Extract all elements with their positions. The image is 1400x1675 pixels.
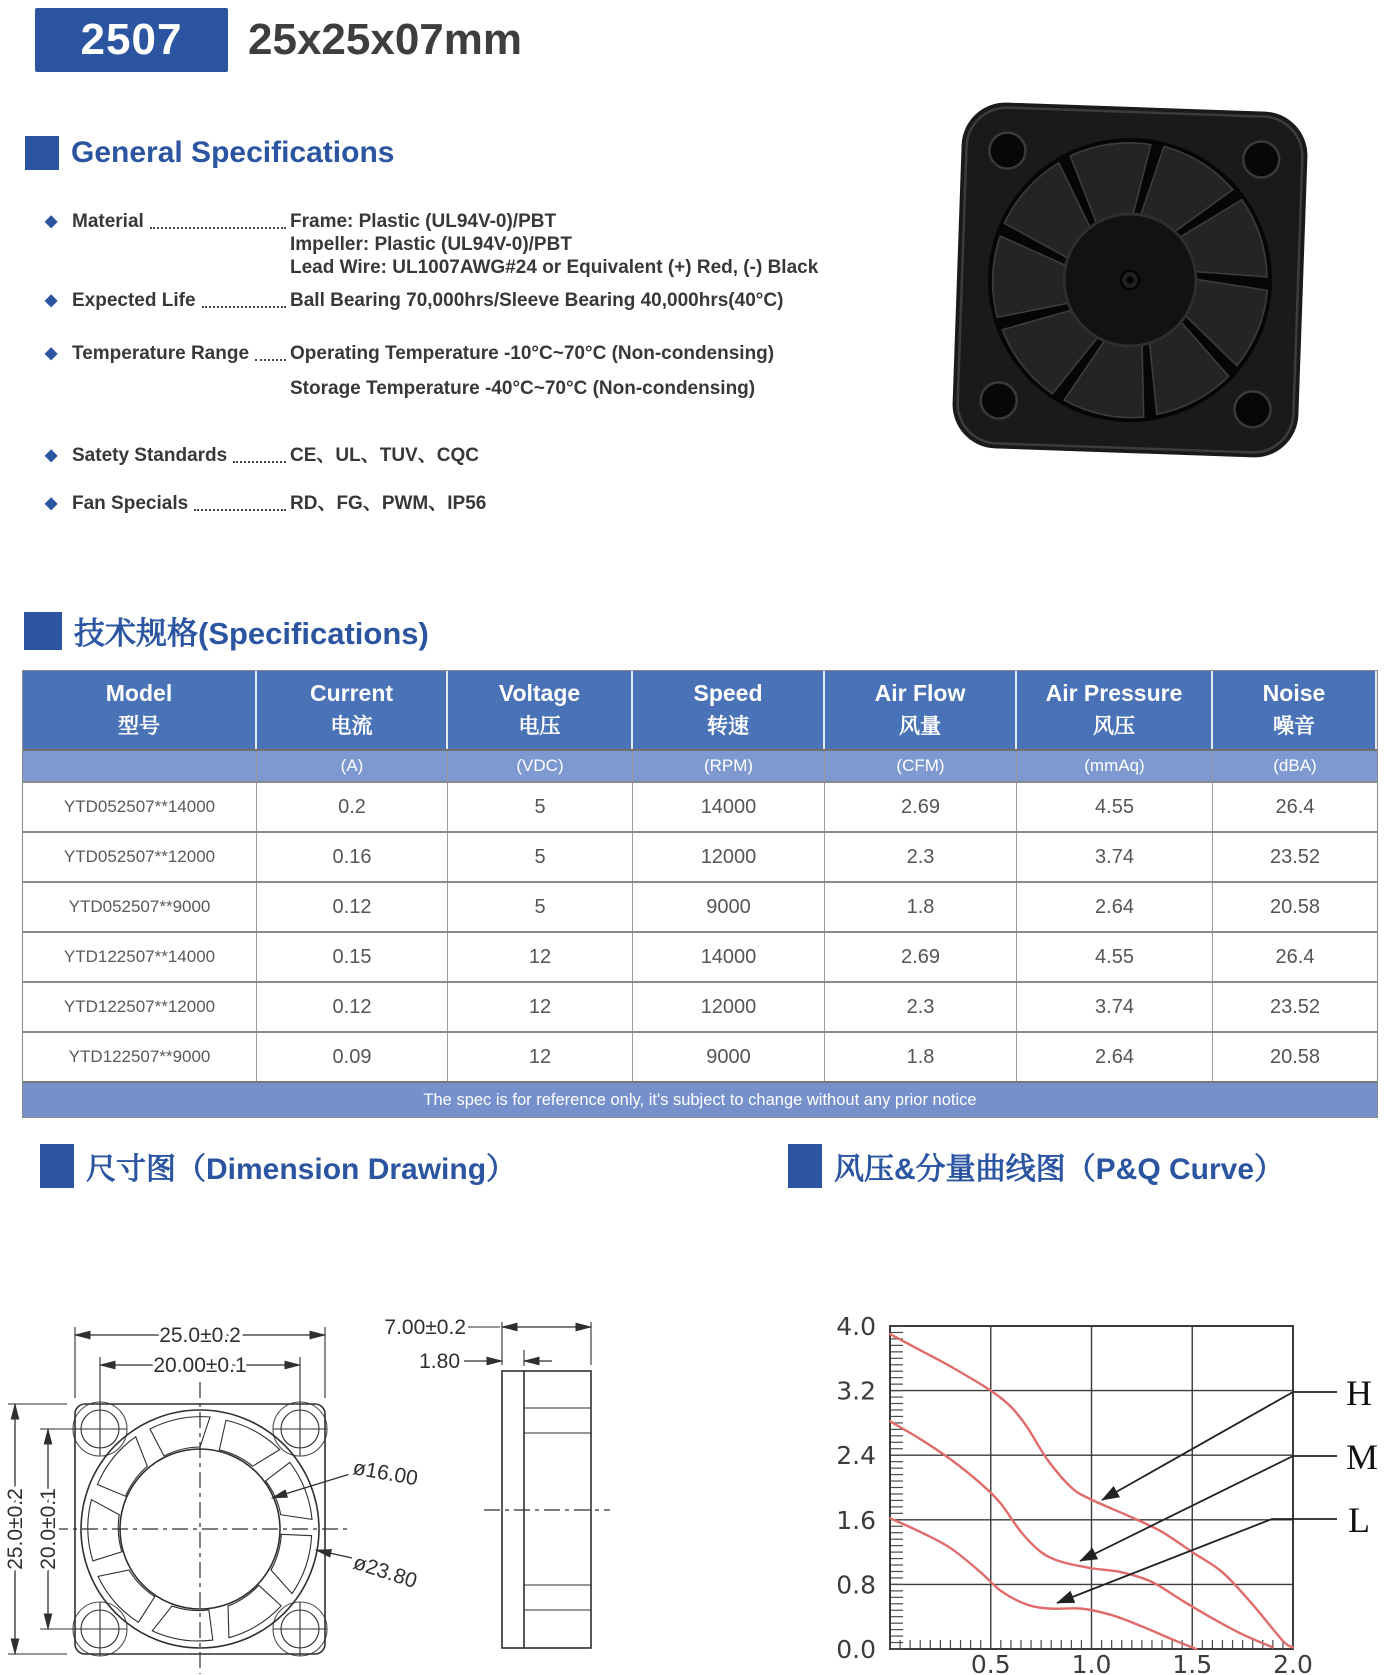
spec-label: Satety Standards: [72, 445, 228, 466]
svg-text:2.0: 2.0: [1273, 1650, 1313, 1675]
model-code-badge: [35, 8, 228, 72]
section-title: General Specifications: [71, 136, 395, 169]
legend-H: [1102, 1373, 1372, 1500]
dotted-leader: [233, 461, 286, 463]
drawing-mount-holes: [73, 1402, 327, 1656]
svg-text:4.0: 4.0: [836, 1312, 876, 1341]
specifications-heading: [24, 608, 429, 653]
legend-L: [1057, 1500, 1370, 1603]
spec-value: Frame: Plastic (UL94V-0)/PBT Impeller: Plastic (UL94V-0)/PBT Lead Wire: UL1007AWG#24 or Equivalent (+) Red, (-) Black: [290, 211, 819, 278]
spec-label: Fan Specials: [72, 493, 189, 514]
spec-value: RD、FG、PWM、IP56: [290, 493, 487, 514]
svg-text:0.8: 0.8: [836, 1570, 876, 1600]
svg-text:0.0: 0.0: [836, 1635, 876, 1664]
table-row: YTD122507**9000 0.09 12 9000 1.8 2.64 20.58: [23, 1031, 1377, 1081]
table-row: YTD052507**9000 0.12 5 9000 1.8 2.64 20.58: [23, 881, 1377, 931]
svg-text:0.5: 0.5: [970, 1650, 1011, 1675]
table-header-row: [23, 671, 1377, 749]
spec-value: CE、UL、TUV、CQC: [290, 445, 479, 466]
legend-label-L: L: [1348, 1500, 1370, 1540]
general-specs-heading: [25, 136, 394, 170]
dim-thickness-label: 7.00±0.2: [384, 1316, 466, 1339]
section-marker-icon: [40, 1144, 74, 1188]
table-row: YTD052507**14000 0.2 5 14000 2.69 4.55 26.4: [23, 781, 1377, 831]
legend-label-H: H: [1346, 1373, 1372, 1413]
col-header-current: Current 电流: [257, 671, 448, 749]
col-header-airpressure: Air Pressure 风压: [1017, 671, 1213, 749]
spec-label: Material: [72, 211, 144, 232]
svg-text:1.6: 1.6: [836, 1505, 876, 1535]
page-title: 25x25x07mm: [248, 15, 523, 64]
dim-flange-label: 1.80: [419, 1350, 460, 1373]
table-units-row: (A) (VDC) (RPM) (CFM) (mmAq) (dBA): [23, 749, 1377, 781]
specifications-table: [22, 670, 1378, 1118]
section-title: 风压&分量曲线图（P&Q Curve）: [834, 1153, 1285, 1186]
col-header-voltage: Voltage 电压: [448, 671, 633, 749]
spec-value: Ball Bearing 70,000hrs/Sleeve Bearing 40,000hrs(40°C): [290, 290, 784, 311]
svg-text:2.4: 2.4: [836, 1441, 876, 1471]
col-header-airflow: Air Flow 风量: [825, 671, 1017, 749]
section-marker-icon: [24, 612, 62, 650]
svg-text:3.2: 3.2: [836, 1376, 876, 1406]
spec-value: Operating Temperature -10°C~70°C (Non-condensing) Storage Temperature -40°C~70°C (Non-condensing): [290, 343, 775, 399]
diamond-bullet-icon: ◆: [45, 292, 58, 309]
svg-text:1.0: 1.0: [1071, 1650, 1112, 1675]
table-footnote: The spec is for reference only, it's subject to change without any prior notice: [23, 1081, 1377, 1117]
pq-curve-heading: [788, 1144, 1284, 1188]
table-row: YTD122507**12000 0.12 12 12000 2.3 3.74 23.52: [23, 981, 1377, 1031]
dim-outer-dia-label: ø23.80: [350, 1550, 420, 1593]
section-title: 尺寸图（Dimension Drawing）: [86, 1153, 517, 1186]
svg-text:1.5: 1.5: [1172, 1650, 1213, 1675]
diamond-bullet-icon: ◆: [45, 495, 58, 512]
section-marker-icon: [25, 136, 59, 170]
col-header-noise: Noise 噪音: [1213, 671, 1377, 749]
diamond-bullet-icon: ◆: [45, 213, 58, 230]
table-row: YTD122507**14000 0.15 12 14000 2.69 4.55 26.4: [23, 931, 1377, 981]
dotted-leader: [255, 359, 286, 361]
table-row: YTD052507**12000 0.16 5 12000 2.3 3.74 23.52: [23, 831, 1377, 881]
dotted-leader: [194, 509, 286, 511]
dim-hole-pitch-v-label: 20.0±0.1: [37, 1488, 60, 1570]
diamond-bullet-icon: ◆: [45, 345, 58, 362]
section-marker-icon: [788, 1144, 822, 1188]
dimension-heading: [40, 1144, 516, 1188]
diamond-bullet-icon: ◆: [45, 447, 58, 464]
pq-curve-chart: [740, 1230, 1400, 1675]
dotted-leader: [150, 227, 286, 229]
section-title: 技术规格(Specifications): [74, 616, 429, 651]
dimension-drawing: [0, 1230, 700, 1675]
dim-hole-pitch-h-label: 20.00±0.1: [153, 1354, 247, 1377]
dotted-leader: [202, 306, 286, 308]
dim-width-label: 25.0±0.2: [159, 1324, 241, 1347]
col-header-speed: Speed 转速: [633, 671, 825, 749]
spec-label: Temperature Range: [72, 343, 250, 364]
dim-inner-dia-label: ø16.00: [351, 1456, 420, 1491]
col-header-model: Model 型号: [23, 671, 257, 749]
fan-product-photo: [945, 85, 1315, 495]
spec-label: Expected Life: [72, 290, 196, 311]
spec-item-fan-specials: [45, 492, 1185, 515]
dim-height-label: 25.0±0.2: [4, 1488, 27, 1570]
legend-label-M: M: [1346, 1437, 1379, 1477]
model-code: 2507: [80, 15, 183, 64]
